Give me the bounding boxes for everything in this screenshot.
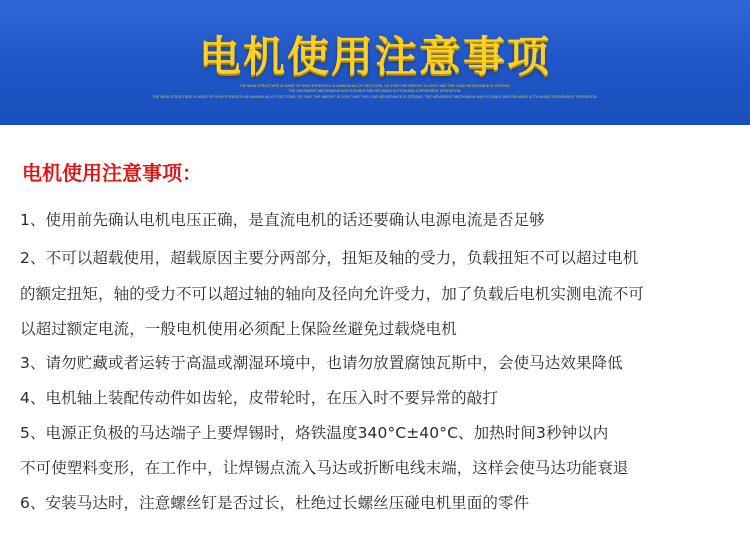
notice-line-5: 3、请勿贮藏或者运转于高温或潮湿环境中，也请勿放置腐蚀瓦斯中，会使马达效果降低	[20, 354, 623, 372]
notice-line-9: 6、安装马达时，注意螺丝钉是否过长，杜绝过长螺丝压碰电机里面的零件	[20, 494, 530, 512]
banner-title: 电机使用注意事项	[198, 32, 551, 81]
notice-line-2: 2、不可以超载使用，超载原因主要分两部分，扭矩及轴的受力，负载扭矩不可以超过电机	[20, 249, 639, 267]
notice-line-8: 不可使塑料变形，在工作中，让焊锡点流入马达或折断电线末端，这样会使马达功能衰退	[20, 459, 629, 477]
notice-line-4: 以超过额定电流，一般电机使用必须配上保险丝避免过载烧电机	[20, 320, 457, 338]
notice-line-1: 1、使用前先确认电机电压正确，是直流电机的话还要确认电源电流是否足够	[20, 211, 545, 229]
banner-subtitle-line-3: THE MAIN STRUCTURE IS MADE OF HIGH STRENGTH ALUMINUM ALLOY SECTIONS, SO THAT THE WEIGHT IS LIGHT AND THE LOAD RESISTANCE IS STRONG. THE MOVEMENT MECHANISM HAS FLEXIBLE AND RELIABLE ACTION AND CONVENIENT OPERATION.	[152, 95, 598, 99]
notice-line-6: 4、电机轴上装配传动件如齿轮，皮带轮时，在压入时不要异常的敲打	[20, 389, 498, 407]
banner-subtitle-line-2: THE MOVEMENT MECHANISM HAS FLEXIBLE AND RELIABLE ACTION AND CONVENIENT OPERATION.	[288, 89, 462, 93]
notice-heading: 电机使用注意事项：	[22, 161, 202, 185]
notice-line-3: 的额定扭矩，轴的受力不可以超过轴的轴向及径向允许受力，加了负载后电机实测电流不可	[20, 285, 645, 303]
title-banner	[0, 0, 750, 125]
banner-subtitle-line-1: THE MAIN STRUCTURE IS MADE OF HIGH STRENGTH ALUMINUM ALLOY SECTIONS, SO THAT THE WEIGHT IS LIGHT AND THE LOAD RESISTANCE IS STRONG.	[239, 84, 511, 88]
notice-line-7: 5、电源正负极的马达端子上要焊锡时，烙铁温度340°C±40°C、加热时间3秒钟以内	[20, 424, 609, 442]
